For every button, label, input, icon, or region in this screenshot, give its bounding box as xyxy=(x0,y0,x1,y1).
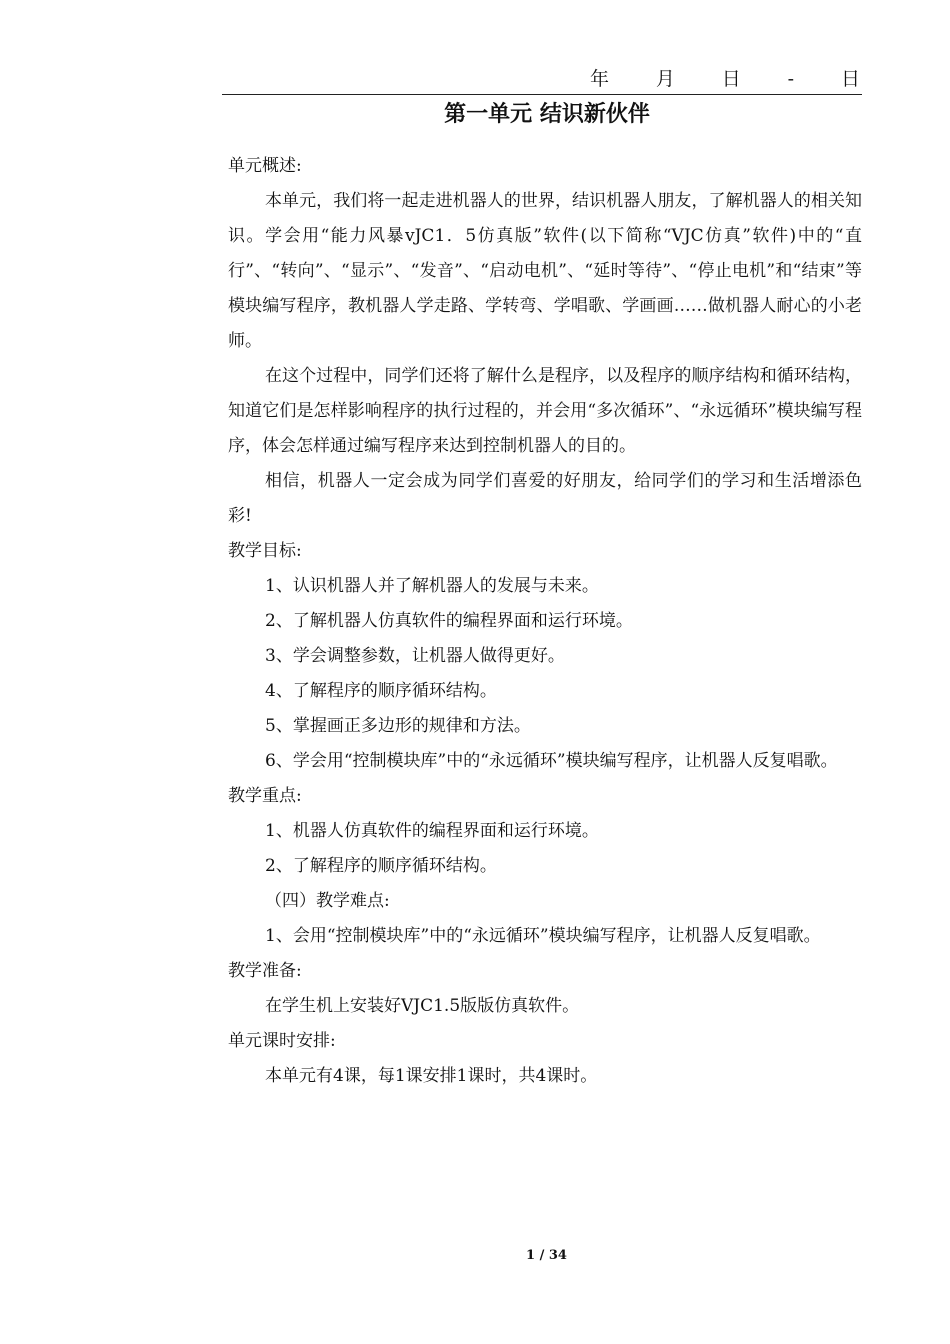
key-point-item: 1、机器人仿真软件的编程界面和运行环境。 xyxy=(265,821,599,841)
overview-heading: 单元概述: xyxy=(228,156,302,176)
goal-item: 5、掌握画正多边形的规律和方法。 xyxy=(265,716,531,736)
key-points-heading: 教学重点: xyxy=(228,786,302,806)
header-date xyxy=(590,66,860,92)
document-body xyxy=(228,149,862,1094)
header-day-end: 日 xyxy=(840,68,860,90)
prep-heading: 教学准备: xyxy=(228,961,302,981)
header-year: 年 xyxy=(590,68,610,90)
header-month: 月 xyxy=(655,68,675,90)
difficulty-item: 1、会用“控制模块库”中的“永远循环”模块编写程序，让机器人反复唱歌。 xyxy=(265,926,821,946)
difficulty-heading: （四）教学难点: xyxy=(265,891,390,911)
header-rule xyxy=(222,94,862,95)
page-number: 1 / 34 xyxy=(526,1248,567,1263)
overview-paragraph-2: 在这个过程中，同学们还将了解什么是程序，以及程序的顺序结构和循环结构，知道它们是怎样影响程序的执行过程的，并会用“多次循环”、“永远循环”模块编写程序，体会怎样通过编写程序来达到控制机器人的目的。 xyxy=(228,366,862,456)
goal-item: 1、认识机器人并了解机器人的发展与未来。 xyxy=(265,576,599,596)
schedule-heading: 单元课时安排: xyxy=(228,1031,336,1051)
key-point-item: 2、了解程序的顺序循环结构。 xyxy=(265,856,497,876)
schedule-text: 本单元有4课，每1课安排1课时，共4课时。 xyxy=(265,1066,598,1086)
page-title: 第一单元 结识新伙伴 xyxy=(444,102,650,127)
goal-item: 3、学会调整参数，让机器人做得更好。 xyxy=(265,646,565,666)
overview-paragraph-3: 相信，机器人一定会成为同学们喜爱的好朋友，给同学们的学习和生活增添色彩! xyxy=(228,471,862,526)
header-day-start: 日 xyxy=(721,68,741,90)
goal-item: 2、了解机器人仿真软件的编程界面和运行环境。 xyxy=(265,611,633,631)
header-dash: - xyxy=(787,68,795,90)
goals-heading: 教学目标: xyxy=(228,541,302,561)
goal-item: 4、了解程序的顺序循环结构。 xyxy=(265,681,497,701)
goal-item: 6、学会用“控制模块库”中的“永远循环”模块编写程序，让机器人反复唱歌。 xyxy=(265,751,838,771)
prep-text: 在学生机上安装好VJC1.5版版仿真软件。 xyxy=(265,996,580,1016)
overview-paragraph-1: 本单元，我们将一起走进机器人的世界，结识机器人朋友，了解机器人的相关知识。学会用“能力风暴vJC1．5仿真版”软件(以下简称“VJC仿真”软件)中的“直行”、“转向”、“显示”、“发音”、“启动电机”、“延时等待”、“停止电机”和“结束”等模块编写程序，教机器人学走路、学转弯、学唱歌、学画画……做机器人耐心的小老师。 xyxy=(228,191,862,351)
